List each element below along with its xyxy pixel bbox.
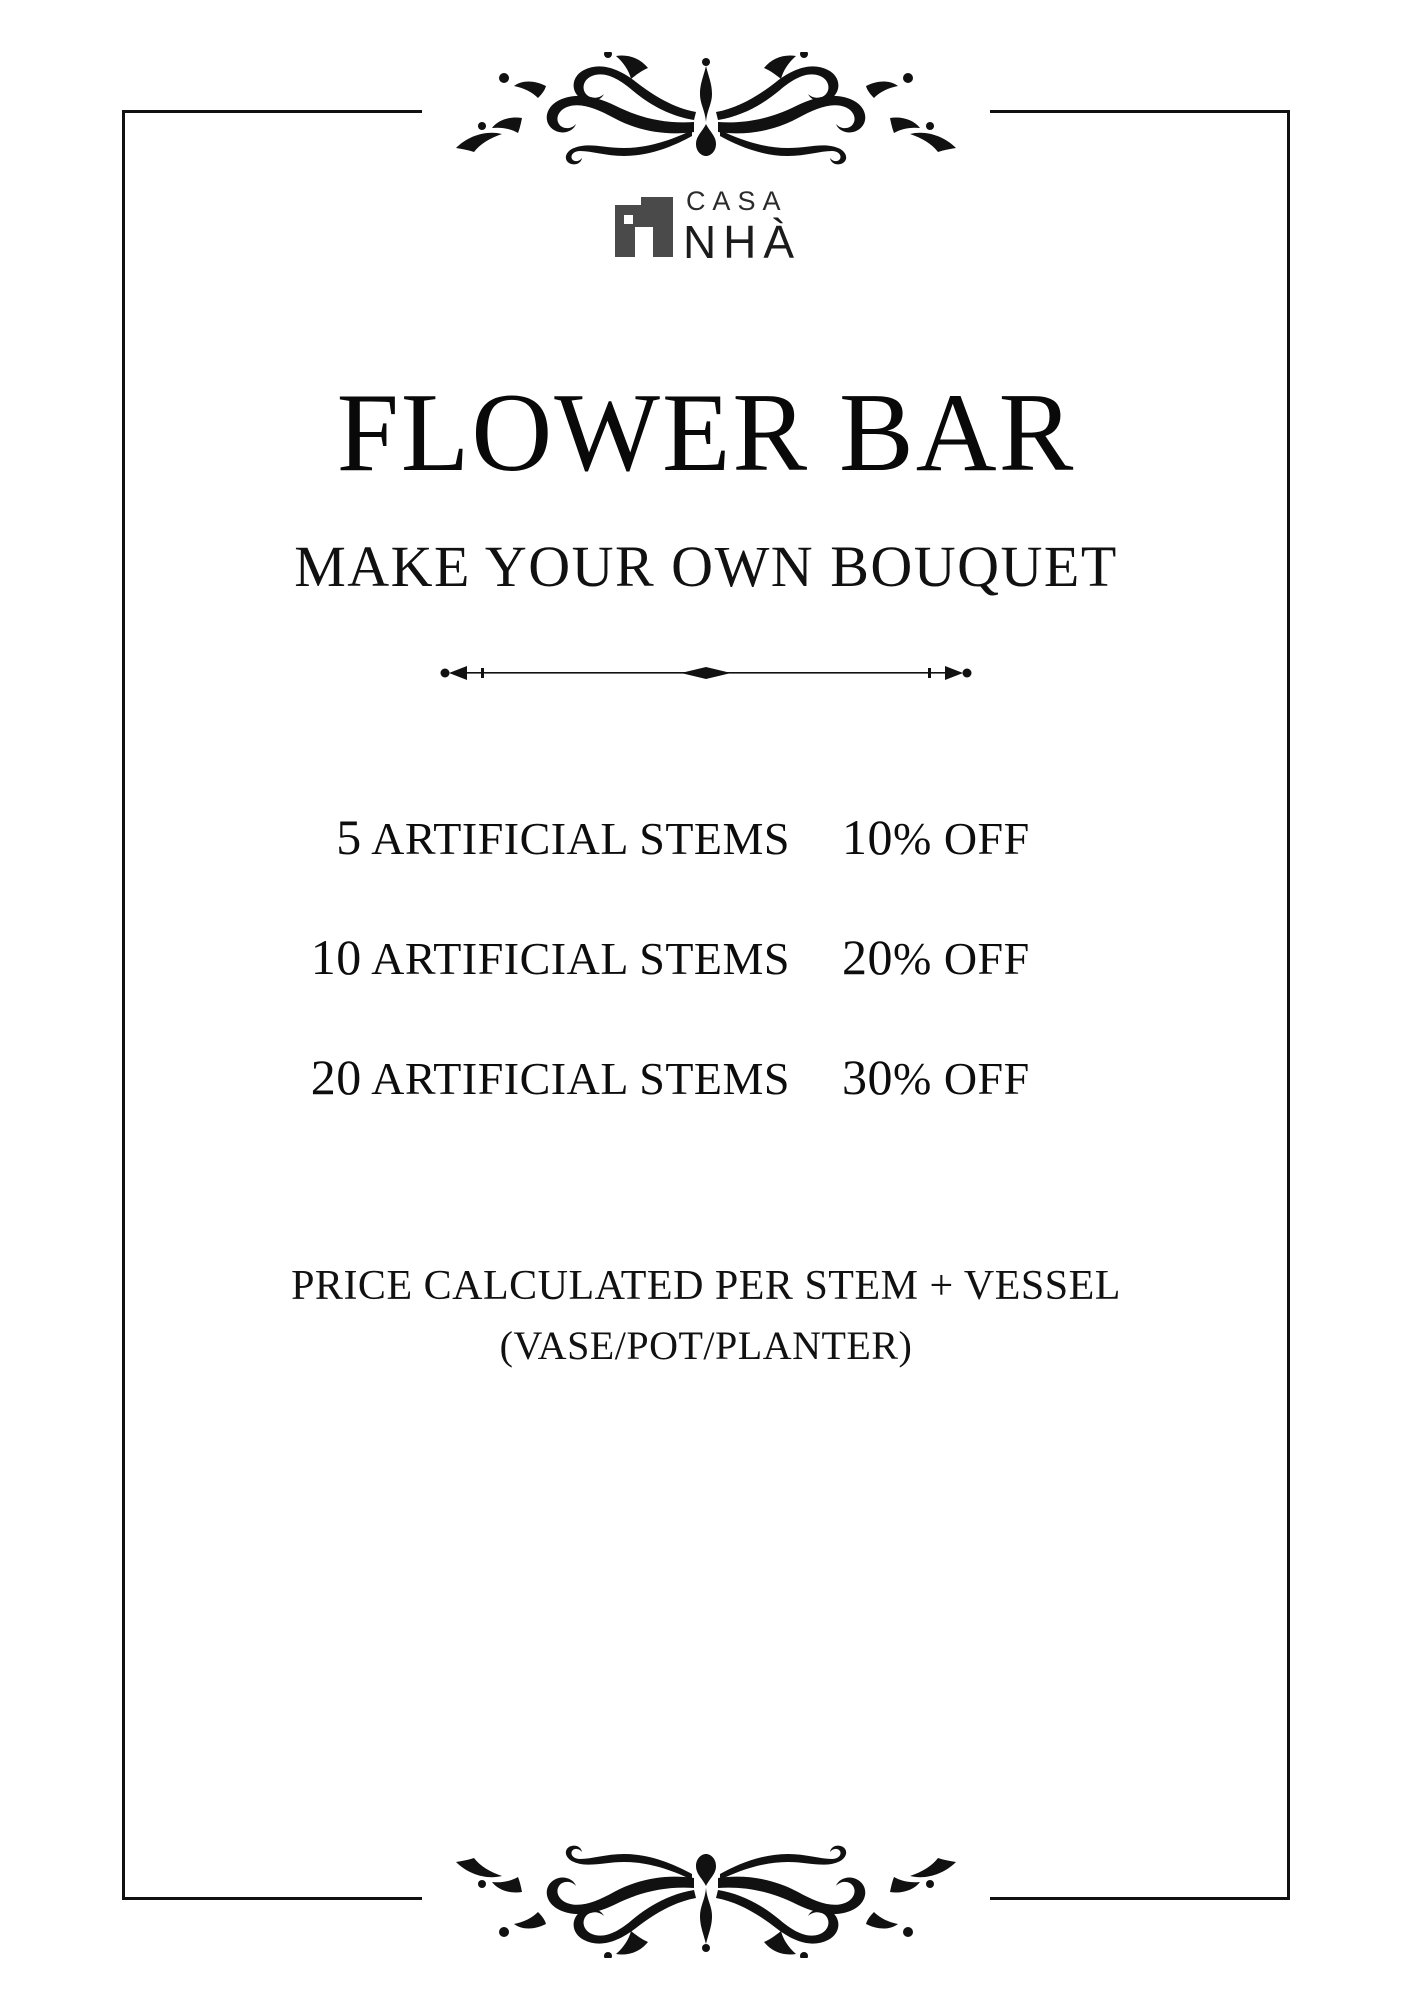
offer-quantity-label: ARTIFICIAL STEMS (361, 813, 790, 864)
offer-quantity (270, 808, 790, 866)
offer-discount-number: 10 (842, 809, 893, 865)
offer-discount (790, 808, 1142, 866)
offer-quantity (270, 928, 790, 986)
offer-discount-label: % OFF (893, 813, 1030, 864)
thin-rule-divider-icon (421, 656, 991, 690)
section-divider (421, 656, 991, 690)
brand-name-nha: NHÀ (682, 216, 802, 268)
brand-name-casa: CASA (685, 186, 788, 216)
brand-wordmark (682, 186, 802, 268)
offer-row (122, 808, 1290, 866)
decorative-frame (122, 110, 1290, 1900)
offer-discount-label: % OFF (893, 933, 1030, 984)
offer-row (122, 1048, 1290, 1106)
pricing-note-line-1: PRICE CALCULATED PER STEM + VESSEL (291, 1263, 1121, 1309)
brand-logo (122, 186, 1290, 268)
frame-bottom-right-border (990, 1897, 1290, 1900)
frame-bottom-left-border (122, 1897, 422, 1900)
offer-discount (790, 928, 1142, 986)
offer-discount-number: 20 (842, 929, 893, 985)
offer-row (122, 928, 1290, 986)
floral-flourish-ornament-bottom (396, 1838, 1016, 1958)
offer-discount-number: 30 (842, 1049, 893, 1105)
pricing-note-line-2: (VASE/POT/PLANTER) (499, 1322, 913, 1368)
offer-quantity-label: ARTIFICIAL STEMS (361, 1053, 790, 1104)
offer-discount-label: % OFF (893, 1053, 1030, 1104)
page-title: FLOWER BAR (336, 371, 1076, 495)
page-subtitle: MAKE YOUR OWN BOUQUET (294, 534, 1118, 599)
pricing-note (122, 1256, 1290, 1375)
house-logo-icon (611, 193, 677, 261)
offer-quantity-label: ARTIFICIAL STEMS (361, 933, 790, 984)
offer-quantity-number: 10 (310, 929, 362, 985)
offer-quantity-number: 5 (336, 809, 362, 865)
offer-discount (790, 1048, 1142, 1106)
offer-quantity (270, 1048, 790, 1106)
offer-quantity-number: 20 (310, 1049, 362, 1105)
poster-content (122, 110, 1290, 1375)
offer-list (122, 808, 1290, 1106)
